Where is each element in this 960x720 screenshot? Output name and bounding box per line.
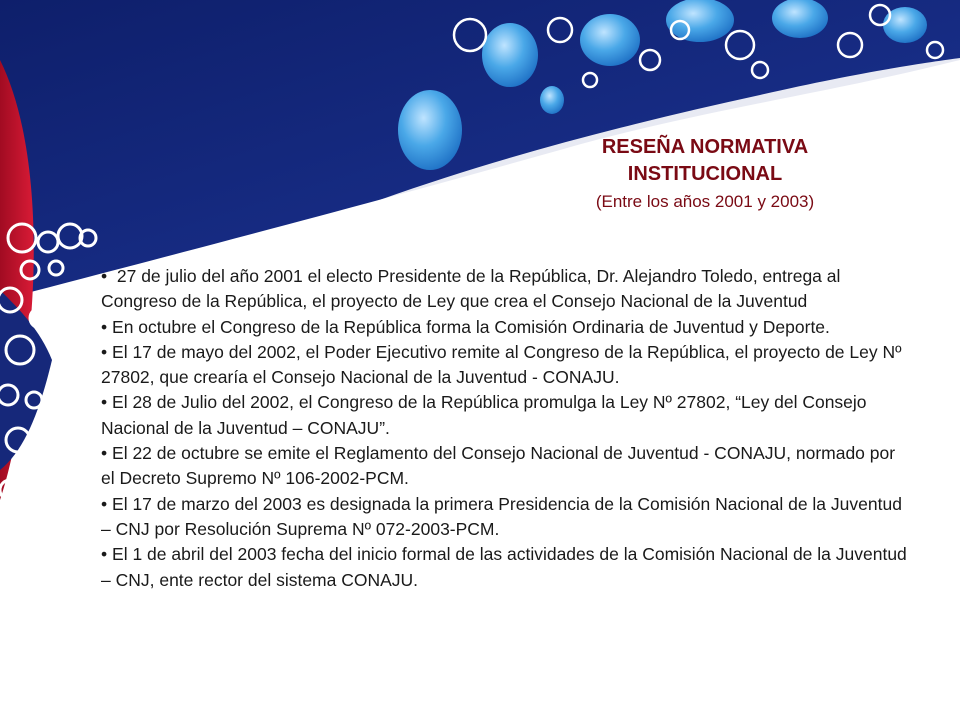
bullet-item xyxy=(101,542,911,593)
bullet-item xyxy=(101,264,911,315)
bullet-text: El 17 de mayo del 2002, el Poder Ejecutivo remite al Congreso de la República, el proyecto de Ley Nº 27802, que crearía el Consejo Nacional de la Juventud - CONAJU. xyxy=(101,341,902,388)
bullet-dot: • xyxy=(101,341,108,362)
bullet-dot: • xyxy=(101,316,108,337)
bullet-list xyxy=(101,264,911,593)
slide-title xyxy=(520,134,890,188)
bullet-dot: • xyxy=(101,493,108,514)
slide-subtitle: (Entre los años 2001 y 2003) xyxy=(595,192,815,211)
bullet-text: 27 de julio del año 2001 el electo Presidente de la República, Dr. Alejandro Toledo, entrega al Congreso de la República, el proyecto de Ley que crea el Consejo Nacional de la Juventud xyxy=(101,266,841,312)
bullet-text: El 22 de octubre se emite el Reglamento del Consejo Nacional de Juventud - CONAJU, normado por el Decreto Supremo Nº 106-2002-PCM. xyxy=(101,443,896,489)
bullet-item xyxy=(101,315,911,340)
bullet-text: En octubre el Congreso de la República forma la Comisión Ordinaria de Juventud y Deporte. xyxy=(112,316,830,337)
bullet-item xyxy=(101,340,911,391)
bullet-text: El 1 de abril del 2003 fecha del inicio formal de las actividades de la Comisión Nacional de la Juventud – CNJ, ente rector del sistema CONAJU. xyxy=(101,544,907,590)
title-line-1: RESEÑA NORMATIVA xyxy=(601,136,809,158)
bullet-item xyxy=(101,390,911,441)
bullet-text: El 28 de Julio del 2002, el Congreso de la República promulga la Ley Nº 27802, “Ley del Consejo Nacional de la Juventud – CONAJU”. xyxy=(101,392,867,438)
bullet-item xyxy=(101,441,911,492)
bullet-dot: • xyxy=(101,443,108,464)
bullet-dot: • xyxy=(101,544,108,565)
bullet-text: El 17 de marzo del 2003 es designada la primera Presidencia de la Comisión Nacional de la Juventud – CNJ por Resolución Suprema Nº 072-2003-PCM. xyxy=(101,493,902,539)
bullet-item xyxy=(101,492,911,543)
bullet-dot: • xyxy=(101,392,108,413)
title-line-2: INSTITUCIONAL xyxy=(627,163,783,185)
bullet-dot: • xyxy=(101,266,108,286)
